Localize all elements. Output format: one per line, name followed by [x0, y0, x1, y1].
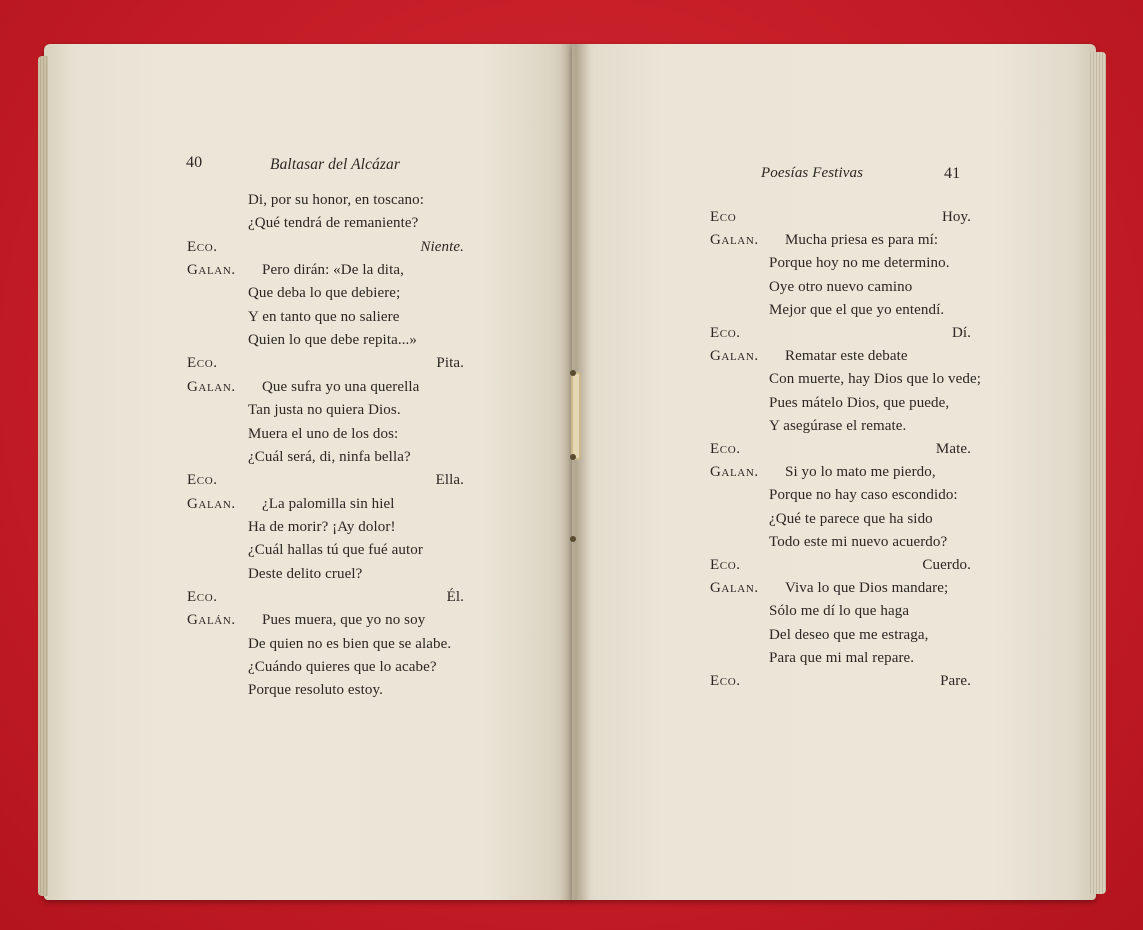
- verse-text: Deste delito cruel?: [248, 565, 363, 582]
- echo-reply: Cuerdo.: [922, 557, 971, 573]
- speaker-label: Eco.: [187, 238, 218, 255]
- verse-text: Si yo lo mato me pierdo,: [785, 464, 936, 481]
- echo-reply: Niente.: [420, 238, 464, 255]
- verse-text: Todo este mi nuevo acuerdo?: [769, 533, 948, 550]
- verse-text: Viva lo que Dios mandare;: [785, 580, 949, 597]
- speaker-label: Eco.: [710, 325, 741, 341]
- echo-reply: Pare.: [940, 673, 971, 689]
- left-page-number: 40: [186, 154, 203, 171]
- verse-text: Rematar este debate: [785, 348, 908, 365]
- speaker-label: Galan.: [187, 378, 236, 395]
- verse-text: De quien no es bien que se alabe.: [248, 635, 452, 652]
- verse-text: ¿Cuándo quieres que lo acabe?: [248, 659, 437, 675]
- verse-text: ¿Qué te parece que ha sido: [769, 510, 933, 527]
- right-page-edges: [1088, 52, 1106, 894]
- speaker-label: Eco.: [710, 557, 741, 573]
- verse-text: Sólo me dí lo que haga: [769, 603, 910, 620]
- right-page-number: 41: [944, 165, 961, 182]
- verse-text: Oye otro nuevo camino: [769, 278, 913, 295]
- echo-reply: Dí.: [951, 325, 971, 341]
- left-page: [44, 44, 574, 900]
- verse-text: Que sufra yo una querella: [262, 378, 420, 395]
- right-running-head: Poesías Festivas: [761, 165, 864, 181]
- verse-text: Del deseo que me estraga,: [769, 626, 929, 643]
- verse-text: ¿La palomilla sin hiel: [262, 495, 395, 512]
- verse-text: Que deba lo que debiere;: [248, 285, 401, 302]
- stitch-hole-top: [570, 370, 576, 376]
- verse-text: Pues muera, que yo no soy: [262, 612, 426, 629]
- speaker-label: Eco.: [187, 355, 218, 372]
- speaker-label: Eco.: [710, 673, 741, 689]
- open-book: [44, 44, 1096, 900]
- speaker-label: Eco.: [710, 441, 741, 457]
- verse-text: Mejor que el que yo entendí.: [769, 301, 945, 318]
- verse-text: Y asegúrase el remate.: [769, 417, 907, 434]
- verse-text: Pues mátelo Dios, que puede,: [769, 394, 950, 411]
- speaker-label: Galan.: [187, 262, 236, 279]
- left-running-head: Baltasar del Alcázar: [270, 156, 401, 173]
- echo-reply: Ella.: [435, 472, 464, 489]
- left-page-edges: [38, 56, 48, 896]
- speaker-label: Eco.: [187, 472, 218, 489]
- stitch-hole-middle: [570, 454, 576, 460]
- speaker-label: Galan.: [710, 580, 759, 597]
- speaker-label: Galan.: [710, 464, 759, 481]
- verse-text: ¿Cuál será, di, ninfa bella?: [248, 448, 411, 465]
- stitch-hole-bottom: [570, 536, 576, 542]
- verse-text: ¿Qué tendrá de remaniente?: [248, 215, 419, 232]
- verse-text: Ha de morir? ¡Ay dolor!: [248, 518, 396, 535]
- verse-text: Muera el uno de los dos:: [248, 425, 399, 442]
- speaker-label: Galan.: [187, 495, 236, 512]
- speaker-label: Eco.: [187, 588, 218, 605]
- echo-reply: Hoy.: [941, 209, 971, 225]
- verse-text: Porque hoy no me determino.: [769, 255, 950, 272]
- speaker-label: Galan.: [710, 348, 759, 365]
- speaker-label: Galan.: [710, 232, 759, 249]
- book-gutter: [560, 44, 590, 900]
- verse-text: ¿Cuál hallas tú que fué autor: [248, 542, 423, 559]
- verse-text: Para que mi mal repare.: [769, 649, 915, 666]
- verse-text: Porque resoluto estoy.: [248, 682, 383, 699]
- echo-reply: Pita.: [436, 355, 464, 372]
- speaker-label: Eco: [710, 209, 737, 225]
- verse-text: Quien lo que debe repita...»: [248, 332, 417, 349]
- echo-reply: Él.: [446, 588, 464, 605]
- right-page: [572, 44, 1096, 900]
- verse-text: Con muerte, hay Dios que lo vede;: [769, 371, 982, 388]
- speaker-label: Galán.: [187, 612, 236, 629]
- verse-text: Di, por su honor, en toscano:: [248, 192, 425, 208]
- binding-thread: [571, 372, 581, 460]
- verse-text: Y en tanto que no saliere: [248, 308, 400, 325]
- verse-text: Mucha priesa es para mí:: [785, 232, 939, 249]
- verse-text: Porque no hay caso escondido:: [769, 487, 958, 504]
- verse-text: Tan justa no quiera Dios.: [248, 402, 401, 419]
- echo-reply: Mate.: [935, 441, 971, 457]
- verse-text: Pero dirán: «De la dita,: [262, 262, 404, 279]
